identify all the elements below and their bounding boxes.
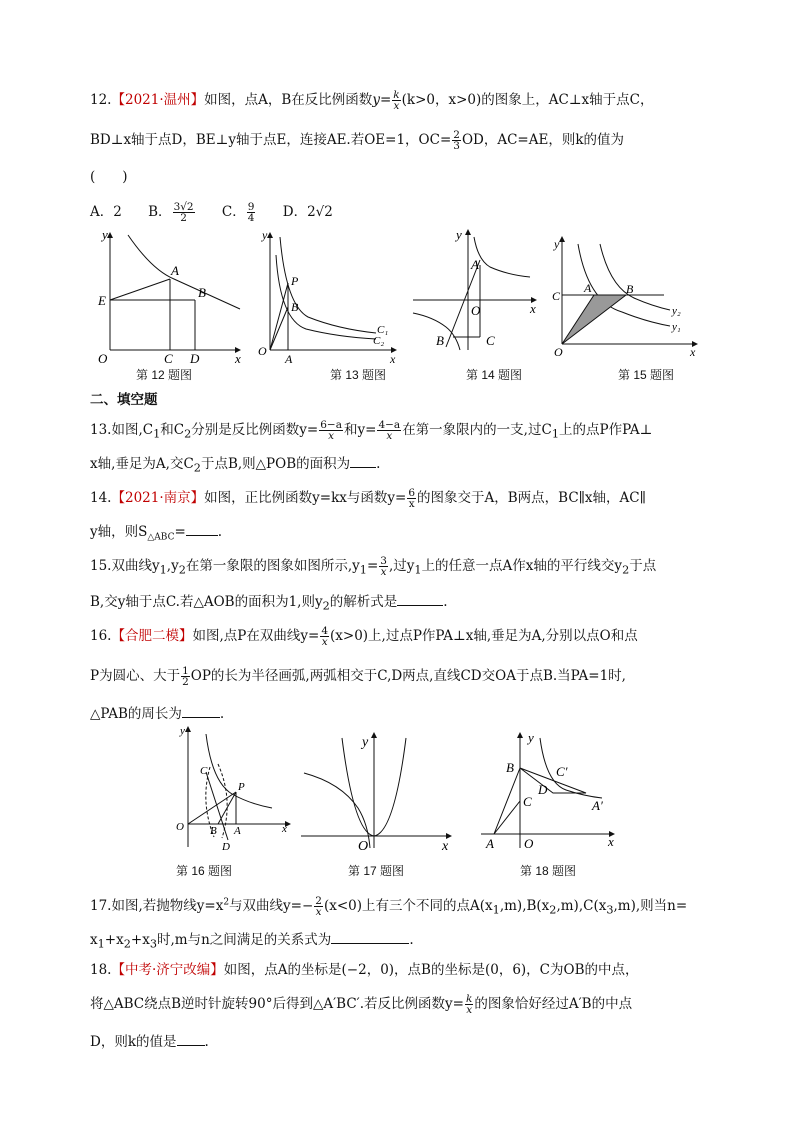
- svg-text:y: y: [262, 228, 268, 242]
- label-c: C: [164, 351, 173, 366]
- q12-option-b[interactable]: B． $\frac{3√2}{2}$: [148, 201, 194, 224]
- svg-text:y: y: [180, 725, 185, 737]
- svg-text:O: O: [358, 839, 369, 854]
- svg-text:O: O: [554, 345, 563, 359]
- q12-line1: 12.【2021·温州】如图，点A，B在反比例函数y= $\frac{k}{x}$ (k>0，x>0)的图象上，AC⊥x轴于点C，: [90, 89, 654, 112]
- q16-line1: 16.【合肥二模】如图,点P在双曲线y= $\frac{4}{x}$ (x>0)上,过点P作PA⊥x轴,垂足为A,分别以点O和点: [90, 625, 638, 648]
- svg-text:y: y: [456, 227, 462, 242]
- svg-text:y: y: [528, 730, 534, 745]
- svg-text:B: B: [210, 825, 217, 837]
- svg-text:C₂: C₂: [373, 335, 385, 347]
- q13-line1: 13.如图$,C_1$和$C_2$分别是反比例函数y= $\frac{6-a}{x}$ 和y= $\frac{4-a}{x}$ 在第一象限内的一支,过$C_1$上的点P作PA⊥: [90, 419, 653, 442]
- hyperbola-curve: [128, 235, 240, 309]
- label-x: x: [235, 351, 241, 366]
- q15-answer-blank[interactable]: [397, 593, 443, 606]
- svg-text:A: A: [234, 825, 241, 837]
- fig12-caption: 第 12 题图: [136, 368, 193, 382]
- q16-line3: △PAB的周长为 .: [90, 706, 225, 722]
- q12-source-tag: 【2021·温州】: [111, 92, 205, 108]
- segment-ae: [110, 279, 170, 300]
- q13-line2: x轴,垂足为A,交$C_2$于点B,则△POB的面积为 .: [90, 456, 381, 475]
- label-d: D: [190, 351, 200, 366]
- q14-answer-blank[interactable]: [186, 523, 218, 536]
- svg-text:x: x: [530, 301, 536, 316]
- triangle-aob: [562, 295, 626, 344]
- section-heading: 二、填空题: [90, 392, 158, 407]
- svg-text:B: B: [291, 300, 299, 314]
- svg-text:x: x: [690, 345, 696, 359]
- svg-text:C: C: [486, 333, 495, 348]
- q12-fraction: $\frac{k}{x}$: [393, 89, 400, 112]
- q16-answer-blank[interactable]: [182, 705, 220, 718]
- q12-options: [90, 200, 333, 223]
- figure-18: [476, 728, 621, 856]
- svg-text:A: A: [471, 257, 479, 272]
- q12-option-d[interactable]: D．2√2: [282, 204, 333, 220]
- q17-answer-blank[interactable]: [331, 931, 409, 944]
- figure-13: [258, 225, 403, 365]
- q16-line2: P为圆心、大于 $\frac{1}{2}$ OP的长为半径画弧,两弧相交于C,D两点,直线CD交OA于点B.当PA=1时,: [90, 665, 626, 688]
- svg-text:x: x: [282, 823, 287, 835]
- svg-text:C′: C′: [556, 764, 568, 779]
- curve-c2: [276, 255, 376, 339]
- svg-text:y₁: y₁: [672, 321, 681, 333]
- label-e: E: [98, 293, 106, 308]
- q12-oc-fraction: $\frac{2}{3}$: [453, 129, 460, 152]
- svg-text:O: O: [471, 303, 481, 318]
- q13-answer-blank[interactable]: [350, 455, 376, 468]
- svg-text:x: x: [442, 839, 449, 854]
- label-y: y: [102, 227, 108, 242]
- svg-text:C: C: [523, 794, 532, 809]
- label-a: A: [171, 263, 179, 278]
- svg-text:C₁: C₁: [377, 324, 389, 336]
- label-b: B: [198, 285, 206, 300]
- figure-15: [552, 232, 702, 357]
- svg-text:y: y: [362, 735, 369, 750]
- figure-12: [90, 225, 250, 365]
- fig13-caption: 第 13 题图: [330, 368, 387, 382]
- label-o: O: [98, 351, 108, 366]
- svg-text:B: B: [506, 760, 514, 775]
- svg-text:A: A: [486, 836, 494, 851]
- svg-text:A: A: [285, 352, 293, 366]
- q15-line1: 15.双曲线$y_1,y_2$在第一象限的图象如图所示$,y_1=$ $\frac{3}{x}$ ,过$y_1$上的任意一点A作x轴的平行线交$y_2$于点: [90, 555, 657, 578]
- q18-answer-blank[interactable]: [177, 1033, 205, 1046]
- svg-text:P: P: [238, 781, 245, 793]
- q15-line2: B,交y轴于点C.若△AOB的面积为1,则$y_2$的解析式是 .: [90, 594, 448, 613]
- svg-text:A′: A′: [592, 798, 603, 813]
- svg-text:x: x: [390, 352, 396, 366]
- svg-text:x: x: [608, 834, 614, 849]
- svg-text:P: P: [291, 274, 299, 288]
- svg-text:B: B: [626, 282, 634, 296]
- svg-text:O: O: [176, 821, 184, 833]
- q14-line2: y轴，则$S_{\triangle ABC}=$ .: [90, 524, 223, 543]
- figure-16: [170, 722, 295, 857]
- svg-text:C: C: [200, 765, 208, 777]
- q18-line2: 将△ABC绕点B逆时针旋转90°后得到△A′BC′.若反比例函数y= $\frac{k}{x}$ 的图象恰好经过A′B的中点: [90, 993, 633, 1016]
- svg-text:O: O: [524, 836, 534, 851]
- q12-line2: BD⊥x轴于点D，BE⊥y轴于点E，连接AE.若OE=1，OC= $\frac{2}{3}$ OD，AC=AE，则k的值为: [90, 129, 625, 152]
- svg-text:C: C: [552, 289, 561, 303]
- fig15-caption: 第 15 题图: [618, 368, 675, 382]
- figure-17: [296, 728, 456, 856]
- q18-line3: D，则k的值是 .: [90, 1034, 209, 1050]
- q12-option-c[interactable]: C． $\frac{9}{4}$: [221, 201, 255, 224]
- svg-text:D: D: [538, 782, 548, 797]
- q17-line1: 17.如图,若抛物线$y=x^2$与双曲线y=− $\frac{2}{x}$ (x<0)上有三个不同的点$A(x_1,m),B(x_2,m),C(x_3,m)$,则当n=: [90, 895, 688, 918]
- q14-line1: 14.【2021·南京】如图，正比例函数y=kx与函数y= $\frac{6}{x}$ 的图象交于A，B两点，BC∥x轴，AC∥: [90, 487, 646, 510]
- svg-text:y₂: y₂: [672, 305, 681, 317]
- q18-line1: 18.【中考·济宁改编】如图，点A的坐标是(−2，0)，点B的坐标是(0，6)，C为OB的中点，: [90, 962, 639, 978]
- svg-text:D: D: [222, 841, 230, 853]
- figure-14: [408, 225, 543, 355]
- fig16-caption: 第 16 题图: [176, 864, 233, 878]
- fig14-caption: 第 14 题图: [466, 368, 523, 382]
- fig18-caption: 第 18 题图: [520, 864, 577, 878]
- q17-line2: $x_1+x_2+x_3$时,m与n之间满足的关系式为 .: [90, 932, 414, 951]
- svg-text:y: y: [554, 237, 560, 251]
- svg-text:O: O: [258, 344, 267, 358]
- svg-text:B: B: [436, 333, 444, 348]
- svg-text:A: A: [584, 281, 592, 295]
- fig17-caption: 第 17 题图: [348, 864, 405, 878]
- q12-option-a[interactable]: A．2: [90, 204, 122, 220]
- q12-paren: ( ): [90, 169, 128, 185]
